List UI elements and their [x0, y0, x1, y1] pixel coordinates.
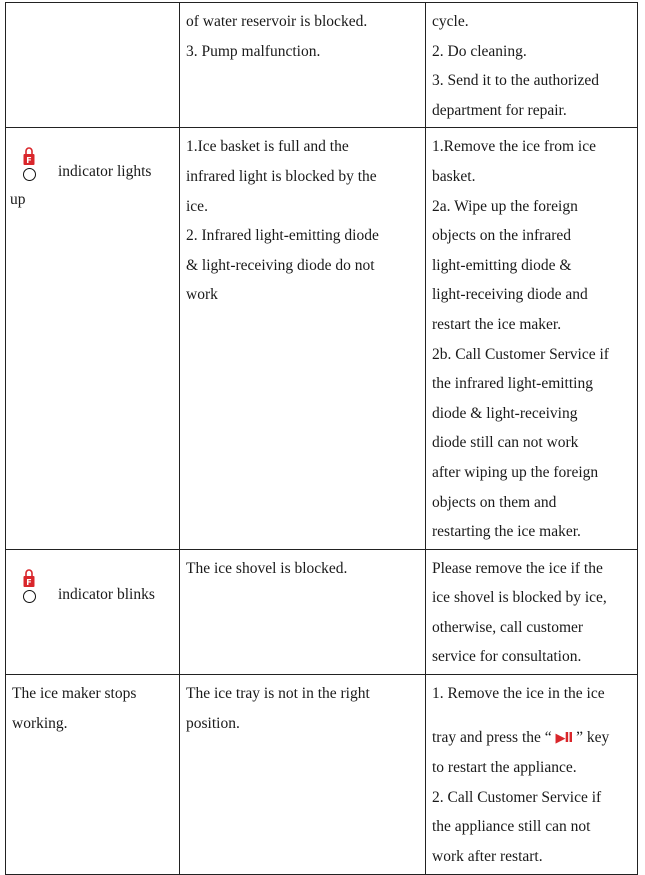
solution-line: diode still can not work — [432, 434, 579, 452]
solution-line: ice shovel is blocked by ice, — [432, 589, 607, 607]
solution-line: 1. Remove the ice in the ice — [432, 685, 605, 703]
table-row — [6, 549, 638, 674]
solution-line: 1.Remove the ice from ice — [432, 138, 596, 156]
cause-line: infrared light is blocked by the — [186, 167, 377, 185]
solution-line: after wiping up the foreign — [432, 463, 599, 481]
solution-text-pre: tray and press the “ — [432, 728, 556, 746]
solution-line-with-key — [432, 723, 633, 754]
troubleshooting-page — [5, 2, 637, 875]
problem-text: indicator lights — [58, 163, 152, 181]
solution-cell — [426, 675, 638, 875]
indicator-problem — [10, 554, 175, 610]
solution-cell — [426, 128, 638, 549]
solution-line: light-receiving diode and — [432, 286, 588, 304]
cause-line: of water reservoir is blocked. — [186, 13, 368, 30]
problem-text-up: up — [10, 190, 26, 208]
solution-line: work after restart. — [432, 848, 543, 866]
problem-line: The ice maker stops — [12, 685, 137, 703]
troubleshooting-table — [5, 2, 638, 875]
cause-line: ice. — [186, 197, 208, 215]
solution-line: restart the ice maker. — [432, 315, 562, 333]
solution-line: 2. Call Customer Service if — [432, 788, 602, 806]
solution-line: 2a. Wipe up the foreign — [432, 197, 578, 215]
spacer — [432, 709, 633, 723]
indicator-problem — [10, 132, 175, 187]
cause-line: The ice shovel is blocked. — [186, 559, 348, 577]
solution-line: the appliance still can not — [432, 818, 591, 836]
solution-line: to restart the appliance. — [432, 759, 577, 777]
problem-text: indicator blinks — [58, 585, 155, 603]
cause-line: work — [186, 286, 218, 304]
solution-cell — [426, 549, 638, 674]
solution-line: basket. — [432, 167, 476, 185]
indicator-icons — [18, 568, 40, 603]
solution-text-post: ” key — [572, 728, 610, 746]
problem-cell — [6, 549, 180, 674]
circle-icon — [23, 590, 36, 603]
cause-line: & light-receiving diode do not — [186, 256, 375, 274]
solution-line: objects on the infrared — [432, 227, 572, 245]
solution-line: otherwise, call customer — [432, 618, 584, 636]
solution-line: restarting the ice maker. — [432, 523, 581, 541]
table-row — [6, 128, 638, 549]
cause-cell — [180, 128, 426, 549]
solution-line: department for repair. — [432, 101, 567, 119]
cause-line: The ice tray is not in the right — [186, 685, 370, 703]
solution-line: cycle. — [432, 13, 469, 30]
table-row — [6, 675, 638, 875]
cause-cell — [180, 3, 426, 128]
play-pause-icon: ▶II — [555, 730, 573, 746]
solution-line: 2b. Call Customer Service if — [432, 345, 609, 363]
cause-cell — [180, 549, 426, 674]
cause-line: 1.Ice basket is full and the — [186, 138, 349, 156]
lock-f-icon — [22, 146, 36, 166]
solution-line: service for consultation. — [432, 648, 582, 666]
problem-cell — [6, 675, 180, 875]
solution-line: light-emitting diode & — [432, 256, 572, 274]
cause-cell — [180, 675, 426, 875]
solution-line: objects on them and — [432, 493, 557, 511]
icon-letter: F — [26, 156, 32, 166]
circle-icon — [23, 168, 36, 181]
cause-line: position. — [186, 714, 240, 732]
problem-line: working. — [12, 714, 68, 732]
problem-cell — [6, 128, 180, 549]
solution-line: 3. Send it to the authorized — [432, 72, 600, 90]
solution-line: Please remove the ice if the — [432, 559, 603, 577]
indicator-icons — [18, 146, 40, 181]
solution-cell — [426, 3, 638, 128]
cause-line: 3. Pump malfunction. — [186, 42, 321, 60]
solution-line: 2. Do cleaning. — [432, 42, 527, 60]
solution-line: diode & light-receiving — [432, 404, 578, 422]
lock-f-icon — [22, 568, 36, 588]
cause-line: 2. Infrared light-emitting diode — [186, 227, 379, 245]
solution-line: the infrared light-emitting — [432, 375, 593, 393]
problem-cell — [6, 3, 180, 128]
table-row — [6, 3, 638, 128]
icon-letter: F — [26, 577, 32, 587]
